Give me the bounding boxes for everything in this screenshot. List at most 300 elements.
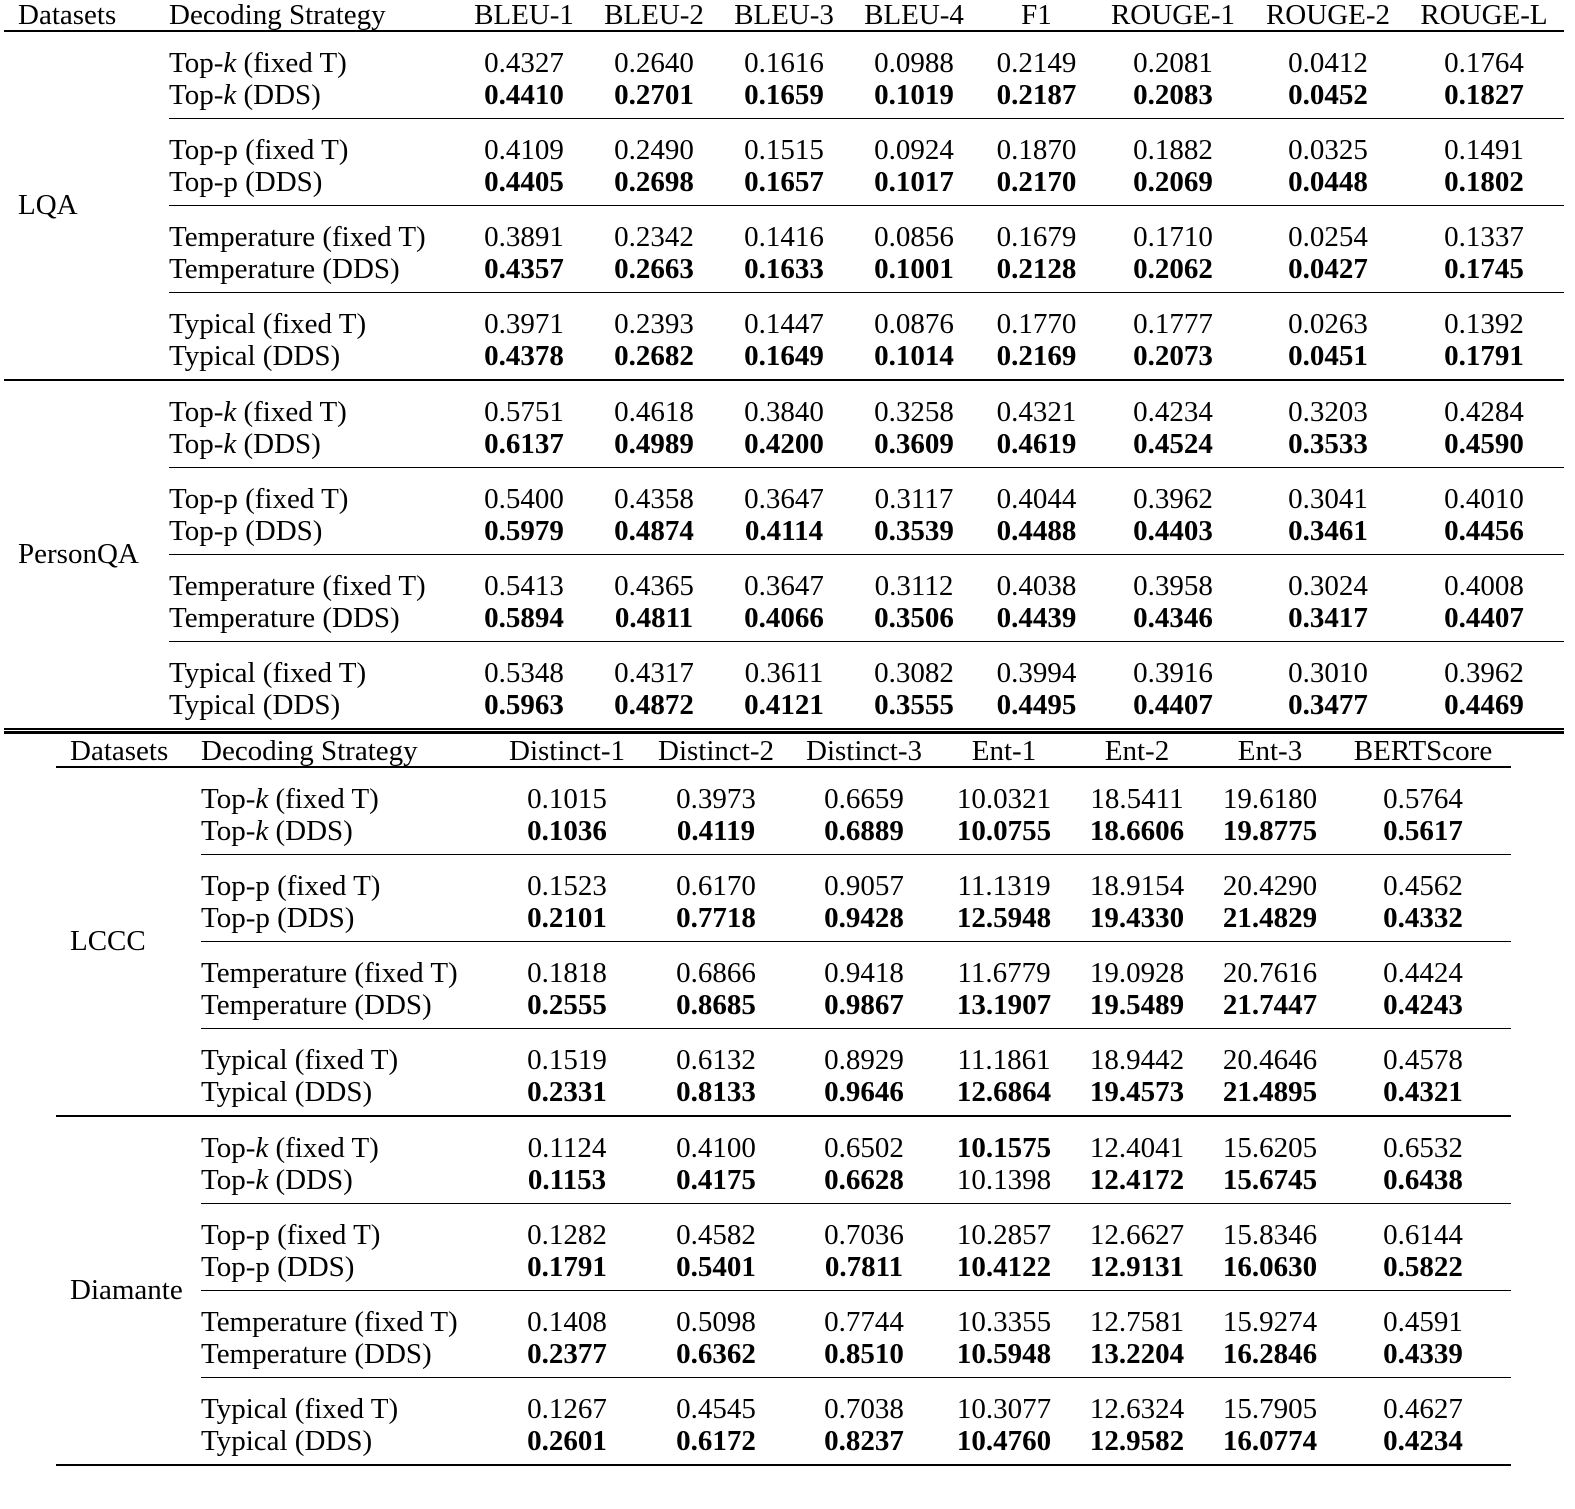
metric-value-cell: 0.4317 (614, 657, 694, 689)
metric-value-cell: 0.4321 (1335, 1075, 1511, 1116)
metric-value-cell: 0.1657 (719, 165, 849, 206)
metric-value-cell: 0.4469 (1404, 688, 1564, 729)
metric-value-cell: 0.2062 (1094, 252, 1252, 293)
metric-value-cell: 0.4524 (1094, 427, 1252, 468)
metric-value-cell: 0.3994 (996, 657, 1077, 689)
t2-header-ent-1: Ent-1 (939, 736, 1069, 767)
table-row (56, 1029, 1511, 1076)
metric-value-cell: 0.1337 (1444, 221, 1524, 253)
table-row (56, 767, 1511, 814)
table-row (56, 901, 1511, 942)
metric-value-cell: 0.4284 (1444, 396, 1524, 428)
t1-header-bleu-1: BLEU-1 (459, 0, 589, 31)
metric-value-cell: 0.5400 (484, 483, 564, 515)
metric-value-cell: 0.3041 (1288, 483, 1368, 515)
metric-value-cell: 0.4100 (676, 1132, 756, 1164)
metric-value-cell: 0.1770 (996, 308, 1077, 340)
metric-value-cell: 0.3417 (1252, 601, 1404, 642)
metric-value-cell: 0.2331 (491, 1075, 643, 1116)
t2-header-ent-2: Ent-2 (1069, 736, 1205, 767)
metric-value-cell: 0.1745 (1404, 252, 1564, 293)
metric-value-cell: 0.6170 (676, 870, 756, 902)
metric-value-cell: 0.0448 (1252, 165, 1404, 206)
metric-value-cell: 0.4590 (1404, 427, 1564, 468)
metric-value-cell: 0.5979 (459, 514, 589, 555)
metric-value-cell: 0.4234 (1133, 396, 1213, 428)
metric-value-cell: 0.6866 (676, 957, 756, 989)
metric-value-cell: 0.4495 (979, 688, 1094, 729)
metric-value-cell: 0.4872 (589, 688, 719, 729)
metric-value-cell: 0.4332 (1335, 901, 1511, 942)
metric-value-cell: 10.4122 (939, 1250, 1069, 1291)
metric-value-cell: 19.4573 (1069, 1075, 1205, 1116)
metric-value-cell: 0.5764 (1383, 783, 1463, 815)
metric-value-cell: 0.3024 (1288, 570, 1368, 602)
metric-value-cell: 0.2393 (614, 308, 694, 340)
metric-value-cell: 0.1523 (527, 870, 607, 902)
metric-value-cell: 0.3916 (1133, 657, 1213, 689)
metric-value-cell: 16.0774 (1205, 1424, 1335, 1465)
metric-value-cell: 0.1791 (1404, 339, 1564, 380)
table-row (4, 339, 1564, 380)
metric-value-cell: 0.8133 (643, 1075, 789, 1116)
metric-value-cell: 0.7036 (824, 1219, 904, 1251)
table-row (56, 1424, 1511, 1465)
metric-value-cell: 12.9582 (1069, 1424, 1205, 1465)
table-row (56, 988, 1511, 1029)
metric-value-cell: 0.4119 (643, 814, 789, 855)
metric-value-cell: 12.4172 (1069, 1163, 1205, 1204)
metric-value-cell: 20.4290 (1222, 870, 1318, 902)
t2-header-bertscore: BERTScore (1335, 736, 1511, 767)
metric-value-cell: 0.1802 (1404, 165, 1564, 206)
metric-value-cell: 0.4582 (676, 1219, 756, 1251)
metric-value-cell: 0.4234 (1335, 1424, 1511, 1465)
metric-value-cell: 0.6532 (1383, 1132, 1463, 1164)
metric-value-cell: 0.4321 (996, 396, 1077, 428)
metric-value-cell: 0.3962 (1133, 483, 1213, 515)
metric-value-cell: 0.4456 (1404, 514, 1564, 555)
table-row (4, 555, 1564, 602)
table-row (4, 293, 1564, 340)
metric-value-cell: 10.5948 (939, 1337, 1069, 1378)
t1-header-datasets: Datasets (4, 0, 169, 31)
metric-value-cell: 0.0263 (1288, 308, 1368, 340)
metric-value-cell: 0.6132 (676, 1044, 756, 1076)
t1-header-bleu-4: BLEU-4 (849, 0, 979, 31)
results-table-overlap (4, 0, 1564, 730)
metric-value-cell: 0.1679 (996, 221, 1077, 253)
metric-value-cell: 0.0451 (1252, 339, 1404, 380)
metric-value-cell: 0.1791 (491, 1250, 643, 1291)
metric-value-cell: 0.3258 (874, 396, 954, 428)
metric-value-cell: 0.1818 (527, 957, 607, 989)
metric-value-cell: 0.8510 (789, 1337, 939, 1378)
metric-value-cell: 0.4619 (979, 427, 1094, 468)
metric-value-cell: 0.2342 (614, 221, 694, 253)
table-row (4, 165, 1564, 206)
metric-value-cell: 0.4365 (614, 570, 694, 602)
metric-value-cell: 0.3461 (1252, 514, 1404, 555)
metric-value-cell: 0.2073 (1094, 339, 1252, 380)
metric-value-cell: 0.5098 (676, 1306, 756, 1338)
t2-header-decoding-strategy: Decoding Strategy (201, 736, 491, 767)
t2-header-distinct-1: Distinct-1 (491, 736, 643, 767)
t1-header-decoding-strategy: Decoding Strategy (169, 0, 459, 31)
metric-value-cell: 15.9274 (1222, 1306, 1318, 1338)
metric-value-cell: 10.2857 (956, 1219, 1052, 1251)
table-row (4, 427, 1564, 468)
metric-value-cell: 0.9057 (824, 870, 904, 902)
metric-value-cell: 0.4410 (459, 78, 589, 119)
metric-value-cell: 19.8775 (1205, 814, 1335, 855)
metric-value-cell: 10.1575 (956, 1132, 1052, 1164)
metric-value-cell: 0.1870 (996, 134, 1077, 166)
metric-value-cell: 0.7744 (824, 1306, 904, 1338)
metric-value-cell: 0.8237 (789, 1424, 939, 1465)
metric-value-cell: 0.4627 (1383, 1393, 1463, 1425)
metric-value-cell: 0.2701 (589, 78, 719, 119)
metric-value-cell: 0.5401 (643, 1250, 789, 1291)
metric-value-cell: 0.2128 (979, 252, 1094, 293)
table-row (56, 855, 1511, 902)
metric-value-cell: 18.6606 (1069, 814, 1205, 855)
metric-value-cell: 0.4010 (1444, 483, 1524, 515)
metric-value-cell: 0.1036 (491, 814, 643, 855)
metric-value-cell: 0.4989 (589, 427, 719, 468)
metric-value-cell: 19.0928 (1089, 957, 1185, 989)
metric-value-cell: 0.2490 (614, 134, 694, 166)
metric-value-cell: 0.1014 (849, 339, 979, 380)
table-row (56, 814, 1511, 855)
metric-value-cell: 0.1447 (744, 308, 824, 340)
metric-value-cell: 0.3971 (484, 308, 564, 340)
decoding-strategy-cell: Temperature (fixed T) (169, 570, 426, 602)
metric-value-cell: 0.4044 (996, 483, 1077, 515)
metric-value-cell: 0.2069 (1094, 165, 1252, 206)
metric-value-cell: 0.4066 (719, 601, 849, 642)
metric-value-cell: 0.3647 (744, 570, 824, 602)
metric-value-cell: 0.3112 (874, 570, 954, 602)
metric-value-cell: 0.0988 (874, 47, 954, 79)
metric-value-cell: 12.7581 (1089, 1306, 1185, 1338)
metric-value-cell: 13.1907 (939, 988, 1069, 1029)
metric-value-cell: 10.0755 (939, 814, 1069, 855)
metric-value-cell: 0.8929 (824, 1044, 904, 1076)
metric-value-cell: 0.0412 (1288, 47, 1368, 79)
metric-value-cell: 0.4358 (614, 483, 694, 515)
metric-value-cell: 19.6180 (1222, 783, 1318, 815)
metric-value-cell: 12.9131 (1069, 1250, 1205, 1291)
metric-value-cell: 0.3082 (874, 657, 954, 689)
metric-value-cell: 19.4330 (1069, 901, 1205, 942)
metric-value-cell: 0.8685 (643, 988, 789, 1029)
metric-value-cell: 0.1282 (527, 1219, 607, 1251)
metric-value-cell: 0.9867 (789, 988, 939, 1029)
metric-value-cell: 0.6362 (643, 1337, 789, 1378)
metric-value-cell: 0.1515 (744, 134, 824, 166)
table-row (4, 514, 1564, 555)
metric-value-cell: 18.9442 (1089, 1044, 1185, 1076)
metric-value-cell: 15.8346 (1222, 1219, 1318, 1251)
metric-value-cell: 11.6779 (957, 957, 1051, 989)
table-row (4, 601, 1564, 642)
metric-value-cell: 0.9646 (789, 1075, 939, 1116)
table-row (4, 206, 1564, 253)
metric-value-cell: 0.0254 (1288, 221, 1368, 253)
metric-value-cell: 0.4378 (459, 339, 589, 380)
metric-value-cell: 21.4895 (1205, 1075, 1335, 1116)
table-row (56, 1116, 1511, 1163)
decoding-strategy-cell: Temperature (DDS) (201, 988, 491, 1029)
dataset-label: PersonQA (4, 380, 169, 729)
metric-value-cell: 0.0924 (874, 134, 954, 166)
metric-value-cell: 0.2640 (614, 47, 694, 79)
decoding-strategy-cell: Top-k (DDS) (169, 427, 459, 468)
metric-value-cell: 0.7718 (643, 901, 789, 942)
decoding-strategy-cell: Top-p (DDS) (201, 901, 491, 942)
metric-value-cell: 0.0427 (1252, 252, 1404, 293)
metric-value-cell: 0.5751 (484, 396, 564, 428)
decoding-strategy-cell: Typical (DDS) (169, 339, 459, 380)
dataset-label: LCCC (56, 767, 201, 1116)
metric-value-cell: 10.3355 (956, 1306, 1052, 1338)
table-row (56, 1291, 1511, 1338)
metric-value-cell: 0.3010 (1288, 657, 1368, 689)
t2-header-distinct-3: Distinct-3 (789, 736, 939, 767)
table-row (56, 1163, 1511, 1204)
metric-value-cell: 0.1616 (744, 47, 824, 79)
metric-value-cell: 0.4200 (719, 427, 849, 468)
metric-value-cell: 0.2101 (491, 901, 643, 942)
dataset-label: Diamante (56, 1116, 201, 1465)
decoding-strategy-cell: Top-k (fixed T) (169, 396, 347, 428)
metric-value-cell: 0.4811 (589, 601, 719, 642)
decoding-strategy-cell: Top-k (DDS) (169, 78, 459, 119)
metric-value-cell: 0.1017 (849, 165, 979, 206)
metric-value-cell: 0.1392 (1444, 308, 1524, 340)
metric-value-cell: 0.1659 (719, 78, 849, 119)
metric-value-cell: 11.1861 (957, 1044, 1051, 1076)
metric-value-cell: 0.1124 (527, 1132, 607, 1164)
metric-value-cell: 0.6628 (789, 1163, 939, 1204)
metric-value-cell: 0.3533 (1252, 427, 1404, 468)
metric-value-cell: 0.3647 (744, 483, 824, 515)
metric-value-cell: 0.1491 (1444, 134, 1524, 166)
metric-value-cell: 0.4562 (1383, 870, 1463, 902)
metric-value-cell: 0.1519 (527, 1044, 607, 1076)
metric-value-cell: 0.4243 (1335, 988, 1511, 1029)
metric-value-cell: 0.4874 (589, 514, 719, 555)
metric-value-cell: 0.2377 (491, 1337, 643, 1378)
metric-value-cell: 0.3117 (874, 483, 954, 515)
metric-value-cell: 0.1408 (527, 1306, 607, 1338)
metric-value-cell: 0.5822 (1335, 1250, 1511, 1291)
t2-header-distinct-2: Distinct-2 (643, 736, 789, 767)
metric-value-cell: 0.4578 (1383, 1044, 1463, 1076)
metric-value-cell: 0.4424 (1383, 957, 1463, 989)
metric-value-cell: 0.1882 (1133, 134, 1213, 166)
metric-value-cell: 0.0856 (874, 221, 954, 253)
decoding-strategy-cell: Typical (fixed T) (201, 1393, 399, 1425)
decoding-strategy-cell: Temperature (DDS) (169, 601, 459, 642)
metric-value-cell: 0.0325 (1288, 134, 1368, 166)
metric-value-cell: 12.6324 (1089, 1393, 1185, 1425)
metric-value-cell: 10.4760 (939, 1424, 1069, 1465)
metric-value-cell: 15.7905 (1222, 1393, 1318, 1425)
metric-value-cell: 0.3555 (849, 688, 979, 729)
decoding-strategy-cell: Temperature (fixed T) (201, 957, 458, 989)
decoding-strategy-cell: Typical (DDS) (201, 1424, 491, 1465)
metric-value-cell: 16.2846 (1205, 1337, 1335, 1378)
decoding-strategy-cell: Temperature (fixed T) (169, 221, 426, 253)
metric-value-cell: 0.4439 (979, 601, 1094, 642)
metric-value-cell: 0.5894 (459, 601, 589, 642)
metric-value-cell: 0.3840 (744, 396, 824, 428)
decoding-strategy-cell: Top-p (DDS) (169, 514, 459, 555)
table-row (4, 78, 1564, 119)
decoding-strategy-cell: Typical (fixed T) (169, 308, 367, 340)
metric-value-cell: 0.3506 (849, 601, 979, 642)
metric-value-cell: 0.1777 (1133, 308, 1213, 340)
metric-value-cell: 0.1001 (849, 252, 979, 293)
metric-value-cell: 0.4339 (1335, 1337, 1511, 1378)
metric-value-cell: 0.4405 (459, 165, 589, 206)
metric-value-cell: 0.2169 (979, 339, 1094, 380)
metric-value-cell: 0.2081 (1133, 47, 1213, 79)
dataset-label: LQA (4, 31, 169, 380)
metric-value-cell: 0.4327 (484, 47, 564, 79)
metric-value-cell: 0.4114 (719, 514, 849, 555)
metric-value-cell: 0.4357 (459, 252, 589, 293)
table-row (56, 1250, 1511, 1291)
metric-value-cell: 0.1015 (527, 783, 607, 815)
metric-value-cell: 0.4175 (643, 1163, 789, 1204)
table-row (56, 1075, 1511, 1116)
metric-value-cell: 0.3958 (1133, 570, 1213, 602)
table-row (4, 380, 1564, 427)
metric-value-cell: 0.2187 (979, 78, 1094, 119)
t1-header-bleu-2: BLEU-2 (589, 0, 719, 31)
decoding-strategy-cell: Typical (DDS) (201, 1075, 491, 1116)
metric-value-cell: 0.3973 (676, 783, 756, 815)
metric-value-cell: 0.2682 (589, 339, 719, 380)
metric-value-cell: 21.4829 (1205, 901, 1335, 942)
table-row (4, 468, 1564, 515)
metric-value-cell: 0.4008 (1444, 570, 1524, 602)
metric-value-cell: 0.4488 (979, 514, 1094, 555)
metric-value-cell: 0.6502 (824, 1132, 904, 1164)
metric-value-cell: 0.9428 (789, 901, 939, 942)
metric-value-cell: 0.7811 (789, 1250, 939, 1291)
metric-value-cell: 0.6172 (643, 1424, 789, 1465)
table-row (56, 1378, 1511, 1425)
t1-header-rouge-2: ROUGE-2 (1252, 0, 1404, 31)
metric-value-cell: 0.0876 (874, 308, 954, 340)
table-row (56, 942, 1511, 989)
metric-value-cell: 0.2555 (491, 988, 643, 1029)
metric-value-cell: 0.4121 (719, 688, 849, 729)
metric-value-cell: 0.2083 (1094, 78, 1252, 119)
metric-value-cell: 0.6659 (824, 783, 904, 815)
metric-value-cell: 10.0321 (956, 783, 1052, 815)
table-row (4, 688, 1564, 729)
t1-header-f1: F1 (979, 0, 1094, 31)
metric-value-cell: 0.1153 (491, 1163, 643, 1204)
decoding-strategy-cell: Top-p (DDS) (169, 165, 459, 206)
metric-value-cell: 0.5413 (484, 570, 564, 602)
metric-value-cell: 15.6745 (1205, 1163, 1335, 1204)
decoding-strategy-cell: Top-k (fixed T) (201, 783, 379, 815)
metric-value-cell: 12.5948 (939, 901, 1069, 942)
decoding-strategy-cell: Top-k (DDS) (201, 814, 491, 855)
metric-value-cell: 0.6137 (459, 427, 589, 468)
table-row (4, 119, 1564, 166)
decoding-strategy-cell: Top-p (fixed T) (169, 134, 349, 166)
metric-value-cell: 12.4041 (1089, 1132, 1185, 1164)
metric-value-cell: 0.1267 (527, 1393, 607, 1425)
metric-value-cell: 0.3477 (1252, 688, 1404, 729)
t1-header-rouge-l: ROUGE-L (1404, 0, 1564, 31)
decoding-strategy-cell: Top-p (fixed T) (201, 1219, 381, 1251)
metric-value-cell: 19.5489 (1069, 988, 1205, 1029)
metric-value-cell: 0.5963 (459, 688, 589, 729)
metric-value-cell: 0.2170 (979, 165, 1094, 206)
table-row (4, 31, 1564, 78)
metric-value-cell: 12.6864 (939, 1075, 1069, 1116)
results-table-diversity (56, 736, 1511, 1466)
metric-value-cell: 0.3203 (1288, 396, 1368, 428)
metric-value-cell: 0.2698 (589, 165, 719, 206)
table-row (4, 642, 1564, 689)
metric-value-cell: 10.3077 (956, 1393, 1052, 1425)
metric-value-cell: 0.3611 (744, 657, 824, 689)
t1-header-bleu-3: BLEU-3 (719, 0, 849, 31)
metric-value-cell: 16.0630 (1205, 1250, 1335, 1291)
decoding-strategy-cell: Temperature (DDS) (201, 1337, 491, 1378)
metric-value-cell: 18.9154 (1089, 870, 1185, 902)
metric-value-cell: 15.6205 (1222, 1132, 1318, 1164)
metric-value-cell: 0.2663 (589, 252, 719, 293)
metric-value-cell: 0.4403 (1094, 514, 1252, 555)
metric-value-cell: 0.4038 (996, 570, 1077, 602)
metric-value-cell: 0.3891 (484, 221, 564, 253)
metric-value-cell: 0.1633 (719, 252, 849, 293)
metric-value-cell: 0.6438 (1335, 1163, 1511, 1204)
metric-value-cell: 13.2204 (1069, 1337, 1205, 1378)
metric-value-cell: 0.7038 (824, 1393, 904, 1425)
metric-value-cell: 0.1764 (1444, 47, 1524, 79)
t1-header-rouge-1: ROUGE-1 (1094, 0, 1252, 31)
metric-value-cell: 0.5617 (1335, 814, 1511, 855)
metric-value-cell: 0.1649 (719, 339, 849, 380)
decoding-strategy-cell: Typical (DDS) (169, 688, 459, 729)
decoding-strategy-cell: Top-k (fixed T) (201, 1132, 379, 1164)
metric-value-cell: 11.1319 (957, 870, 1051, 902)
decoding-strategy-cell: Typical (fixed T) (201, 1044, 399, 1076)
metric-value-cell: 0.1827 (1404, 78, 1564, 119)
metric-value-cell: 18.5411 (1090, 783, 1184, 815)
metric-value-cell: 0.4618 (614, 396, 694, 428)
metric-value-cell: 0.2601 (491, 1424, 643, 1465)
metric-value-cell: 0.4407 (1404, 601, 1564, 642)
decoding-strategy-cell: Top-k (DDS) (201, 1163, 491, 1204)
decoding-strategy-cell: Top-p (DDS) (201, 1250, 491, 1291)
metric-value-cell: 0.1416 (744, 221, 824, 253)
decoding-strategy-cell: Temperature (DDS) (169, 252, 459, 293)
decoding-strategy-cell: Top-p (fixed T) (169, 483, 349, 515)
metric-value-cell: 20.4646 (1222, 1044, 1318, 1076)
